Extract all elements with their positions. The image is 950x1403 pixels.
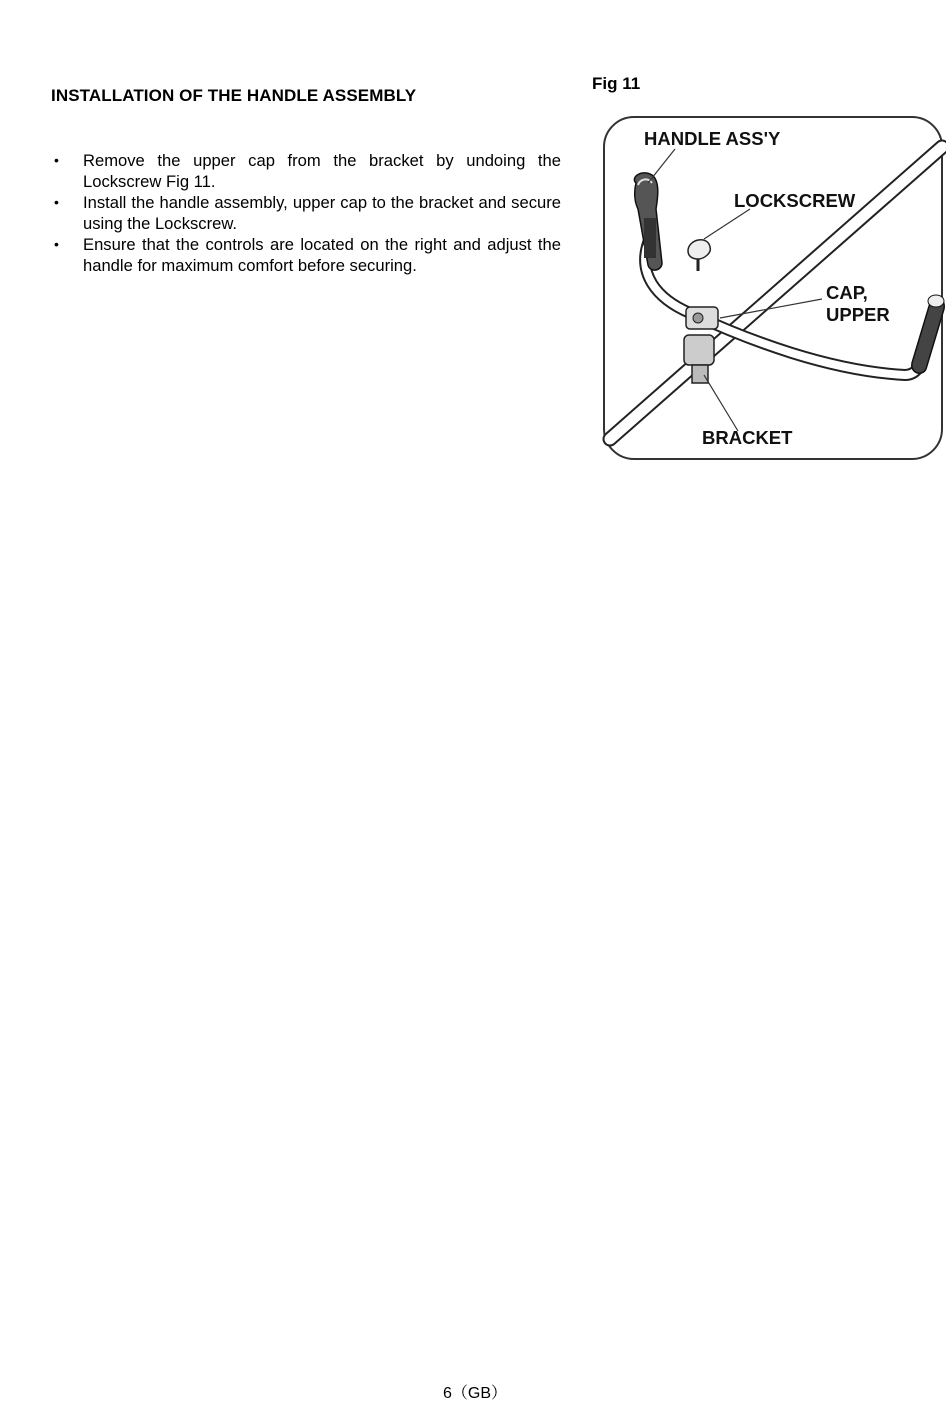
list-item xyxy=(51,234,561,276)
instruction-text: Remove the upper cap from the bracket by undoing the Lockscrew Fig 11. xyxy=(83,151,561,191)
handle-assembly-label: HANDLE ASS'Y xyxy=(644,128,781,149)
handle-assembly-figure xyxy=(600,113,946,463)
figure-label: Fig 11 xyxy=(592,74,641,93)
bullet-icon: • xyxy=(54,152,59,168)
instruction-list xyxy=(51,150,561,276)
cap-upper-label-line1: CAP, xyxy=(826,282,868,303)
cap-upper-label-line2: UPPER xyxy=(826,304,890,325)
bracket-label: BRACKET xyxy=(702,427,793,448)
handle-assembly-illustration xyxy=(600,113,946,463)
section-heading: INSTALLATION OF THE HANDLE ASSEMBLY xyxy=(51,86,417,105)
lockscrew-label: LOCKSCREW xyxy=(734,190,856,211)
instruction-text: Install the handle assembly, upper cap to the bracket and secure using the Lockscrew. xyxy=(83,193,561,233)
page-number: 6（GB） xyxy=(442,1385,508,1402)
instruction-text: Ensure that the controls are located on the right and adjust the handle for maximum comfort before securing. xyxy=(83,235,561,275)
bullet-icon: • xyxy=(54,194,59,210)
bullet-icon: • xyxy=(54,236,59,252)
list-item xyxy=(51,192,561,234)
list-item xyxy=(51,150,561,192)
